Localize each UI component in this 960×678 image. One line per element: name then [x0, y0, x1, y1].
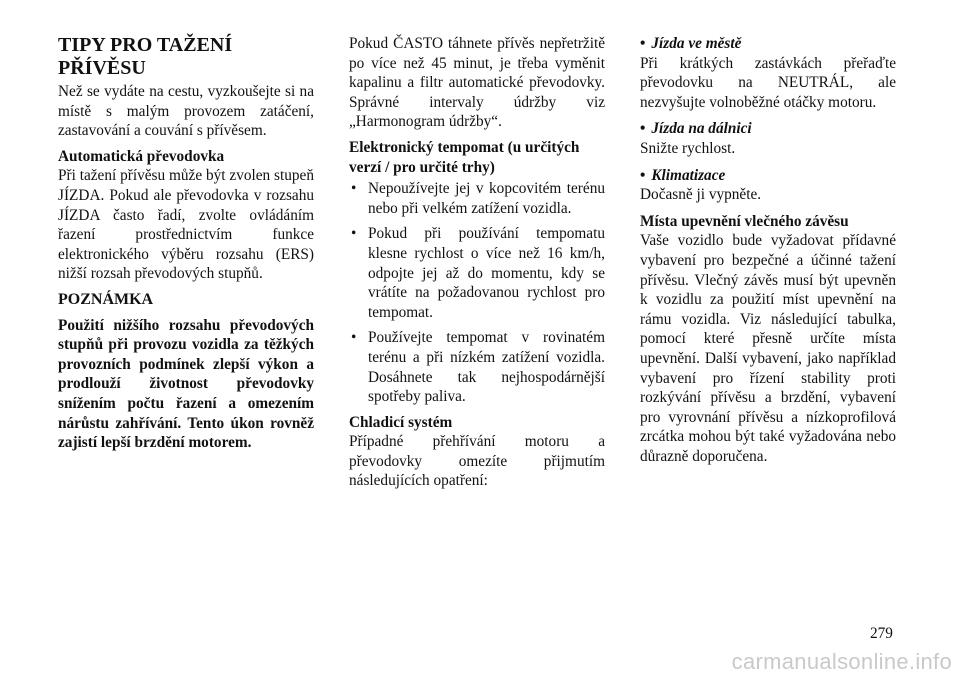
automatic-transmission-heading: Automatická převodovka: [58, 147, 225, 165]
hitch-mounting-text: Vaše vozidlo bude vyžadovat přídavné vybavení pro bezpečné a účinné tažení přívěsu. Vlečný závěs musí být upevněn k vozidlu za použití míst upevnění na rámu vozidla. Viz následující tabulka, pomocí které přesně určíte místa upevnění. Další vybavení, jako například vybavení pro řízení stability proti rozkývání přívěsu a brzdění, vybavení pro vyrovnání přívěsu a nízkoprofilová zrcátka mohou být také vyžadována nebo důrazně doporučena.: [640, 232, 896, 465]
cruise-control-heading: Elektronický tempomat (u určitých verzí / pro určité trhy): [349, 138, 580, 176]
cooling-system-heading: Chladicí systém: [349, 413, 453, 431]
note-heading: POZNÁMKA: [58, 290, 154, 308]
automatic-transmission-text: Při tažení přívěsu může být zvolen stupeň JÍZDA. Pokud ale převodovka v rozsahu JÍZDA často řadí, zvolte ovládáním řazení prostřednictvím funkce elektronického výběru rozsahu (ERS) nižší rozsah převodových stupňů.: [58, 167, 314, 283]
bullet-dot: •: [640, 120, 646, 138]
note-text: Použití nižšího rozsahu převodových stupňů při provozu vozidla za těžkých provozních podmínek zlepší výkon a prodlouží životnost převodovky snížením počtu řazení a omezením nárůstu zahřívání. Tento úkon rovněž zajistí lepší brzdění motorem.: [58, 316, 314, 452]
city-driving-label: Jízda ve městě: [651, 35, 742, 52]
fluid-change-paragraph: Pokud ČASTO táhnete přívěs nepřetržitě po více než 45 minut, je třeba vyměnit kapalinu a filtr automatické převodovky. Správné intervaly údržby viz „Harmonogram údržby“.: [349, 35, 605, 131]
air-conditioning-heading: [640, 166, 896, 186]
column-middle: [349, 34, 605, 491]
cruise-bullet: • Používejte tempomat v rovinatém terénu a při nízkém zatížení vozidla. Dosáhnete tak nejhospodárnější spotřeby paliva.: [349, 328, 605, 406]
city-driving-heading: [640, 34, 896, 54]
cruise-bullet: • Nepoužívejte jej v kopcovitém terénu nebo při velkém zatížení vozidla.: [349, 179, 605, 218]
watermark-text: carmanualsonline.info: [731, 649, 952, 674]
column-right: [640, 34, 896, 466]
bullet-dot: •: [640, 166, 646, 184]
column-left: [58, 34, 314, 453]
highway-driving-label: Jízda na dálnici: [651, 120, 752, 138]
intro-paragraph: Než se vydáte na cestu, vyzkoušejte si na místě s malým provozem zatáčení, zastavování a couvání s přívěsem.: [58, 83, 314, 140]
page-number: 279: [870, 625, 893, 642]
air-conditioning-label: Klimatizace: [651, 166, 726, 184]
highway-driving-text: Snižte rychlost.: [640, 139, 736, 157]
hitch-mounting-heading: Místa upevnění vlečného závěsu: [640, 212, 849, 230]
bullet-dot: •: [640, 35, 646, 52]
city-driving-text: Při krátkých zastávkách přeřaďte převodovku na NEUTRÁL, ale nezvyšujte volnoběžné otáčky motoru.: [640, 54, 896, 111]
highway-driving-heading: [640, 119, 896, 139]
page-title: TIPY PRO TAŽENÍ PŘÍVĚSU: [58, 34, 233, 79]
cooling-system-text: Případné přehřívání motoru a převodovky omezíte přijmutím následujících opatření:: [349, 433, 605, 490]
cruise-bullet: • Pokud při používání tempomatu klesne rychlost o více než 16 km/h, odpojte jej až do momentu, kdy se vrátíte na požadovanou rychlost pro tempomat.: [349, 224, 605, 322]
air-conditioning-text: Dočasně ji vypněte.: [640, 186, 762, 204]
